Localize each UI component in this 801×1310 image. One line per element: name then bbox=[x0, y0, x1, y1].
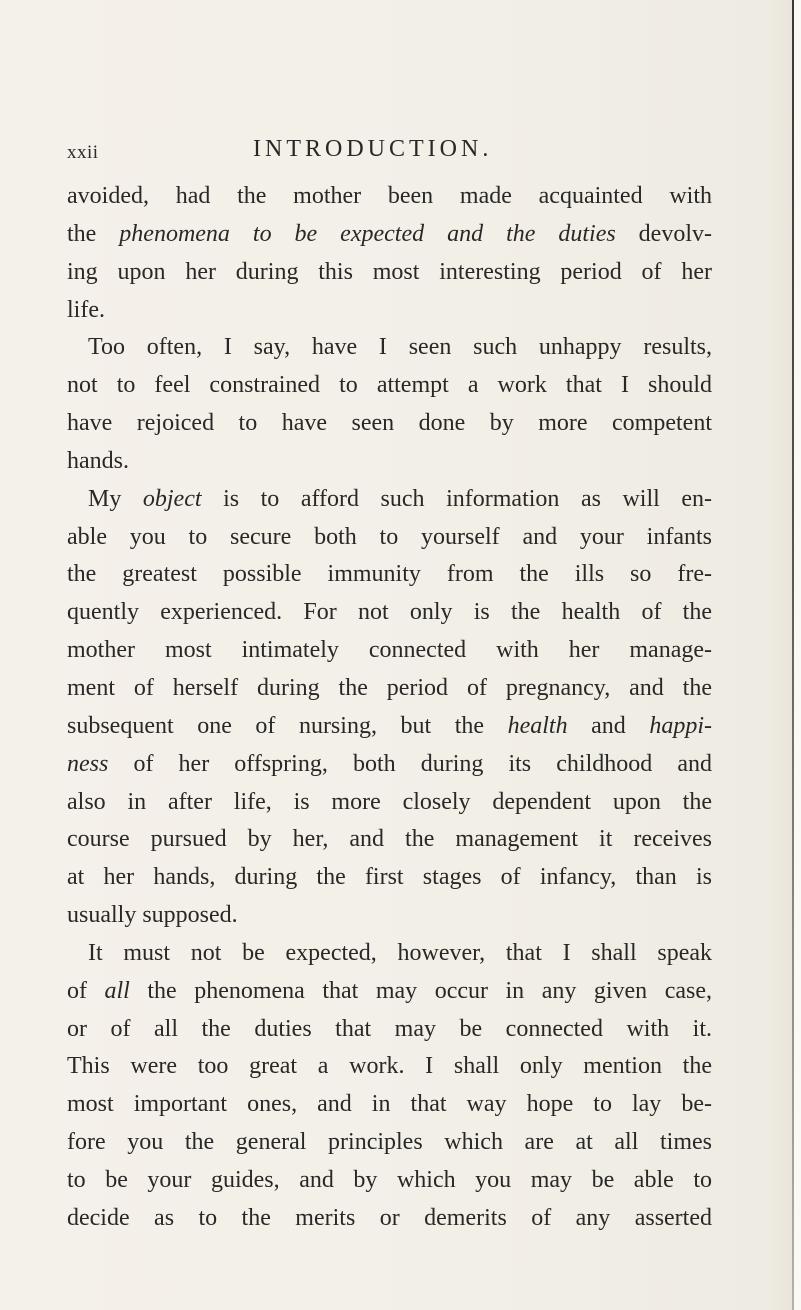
text-line: Too often, I say, have I seen such unhappy results, bbox=[88, 334, 712, 361]
text-line: the greatest possible immunity from the ills so fre- bbox=[67, 561, 712, 588]
running-head: INTRODUCTION. bbox=[253, 136, 493, 162]
text-line: My object is to afford such information as will en- bbox=[88, 485, 712, 512]
text-line: life. bbox=[67, 296, 105, 323]
text-line: hands. bbox=[67, 447, 129, 474]
text-line: ness of her offspring, both during its childhood and bbox=[67, 750, 712, 777]
italic-word: ness bbox=[67, 750, 109, 777]
text-line: fore you the general principles which are at all times bbox=[67, 1129, 712, 1156]
text-line: at her hands, during the first stages of infancy, than is bbox=[67, 864, 712, 891]
text-line: usually supposed. bbox=[67, 902, 238, 929]
text-line: This were too great a work. I shall only mention the bbox=[67, 1053, 712, 1080]
page-header bbox=[67, 136, 767, 166]
text-line: able you to secure both to yourself and your infants bbox=[67, 523, 712, 550]
text-line: avoided, had the mother been made acquainted with bbox=[67, 183, 712, 209]
text-line: the phenomena to be expected and the duties devolv- bbox=[67, 220, 712, 247]
page-edge-margin bbox=[794, 0, 801, 1310]
italic-word: all bbox=[104, 977, 130, 1004]
text-line: also in after life, is more closely dependent upon the bbox=[67, 788, 712, 815]
body-text bbox=[67, 178, 712, 1238]
text-line: most important ones, and in that way hope to lay be- bbox=[67, 1091, 712, 1118]
text-line: It must not be expected, however, that I shall speak bbox=[88, 939, 712, 966]
italic-word: happi- bbox=[649, 712, 712, 739]
text-line: to be your guides, and by which you may be able to bbox=[67, 1166, 712, 1193]
text-line: mother most intimately connected with her manage- bbox=[67, 637, 712, 664]
italic-word: health bbox=[507, 712, 568, 739]
page-edge-line bbox=[792, 0, 794, 1310]
text-line: subsequent one of nursing, but the health and happi- bbox=[67, 712, 712, 739]
text-line: not to feel constrained to attempt a work that I should bbox=[67, 372, 712, 399]
text-line: of all the phenomena that may occur in any given case, bbox=[67, 977, 712, 1004]
text-line: have rejoiced to have seen done by more competent bbox=[67, 410, 712, 437]
text-line: decide as to the merits or demerits of any asserted bbox=[67, 1204, 712, 1231]
text-line: quently experienced. For not only is the health of the bbox=[67, 599, 712, 626]
italic-phrase: phenomena to be expected and the duties bbox=[119, 220, 616, 247]
text-line: or of all the duties that may be connected with it. bbox=[67, 1015, 712, 1042]
text-line: course pursued by her, and the management it receives bbox=[67, 826, 712, 853]
text-line: ment of herself during the period of pregnancy, and the bbox=[67, 674, 712, 701]
italic-word: object bbox=[142, 485, 202, 512]
page-number: xxii bbox=[67, 142, 99, 163]
text-line: ing upon her during this most interesting period of her bbox=[67, 258, 712, 285]
